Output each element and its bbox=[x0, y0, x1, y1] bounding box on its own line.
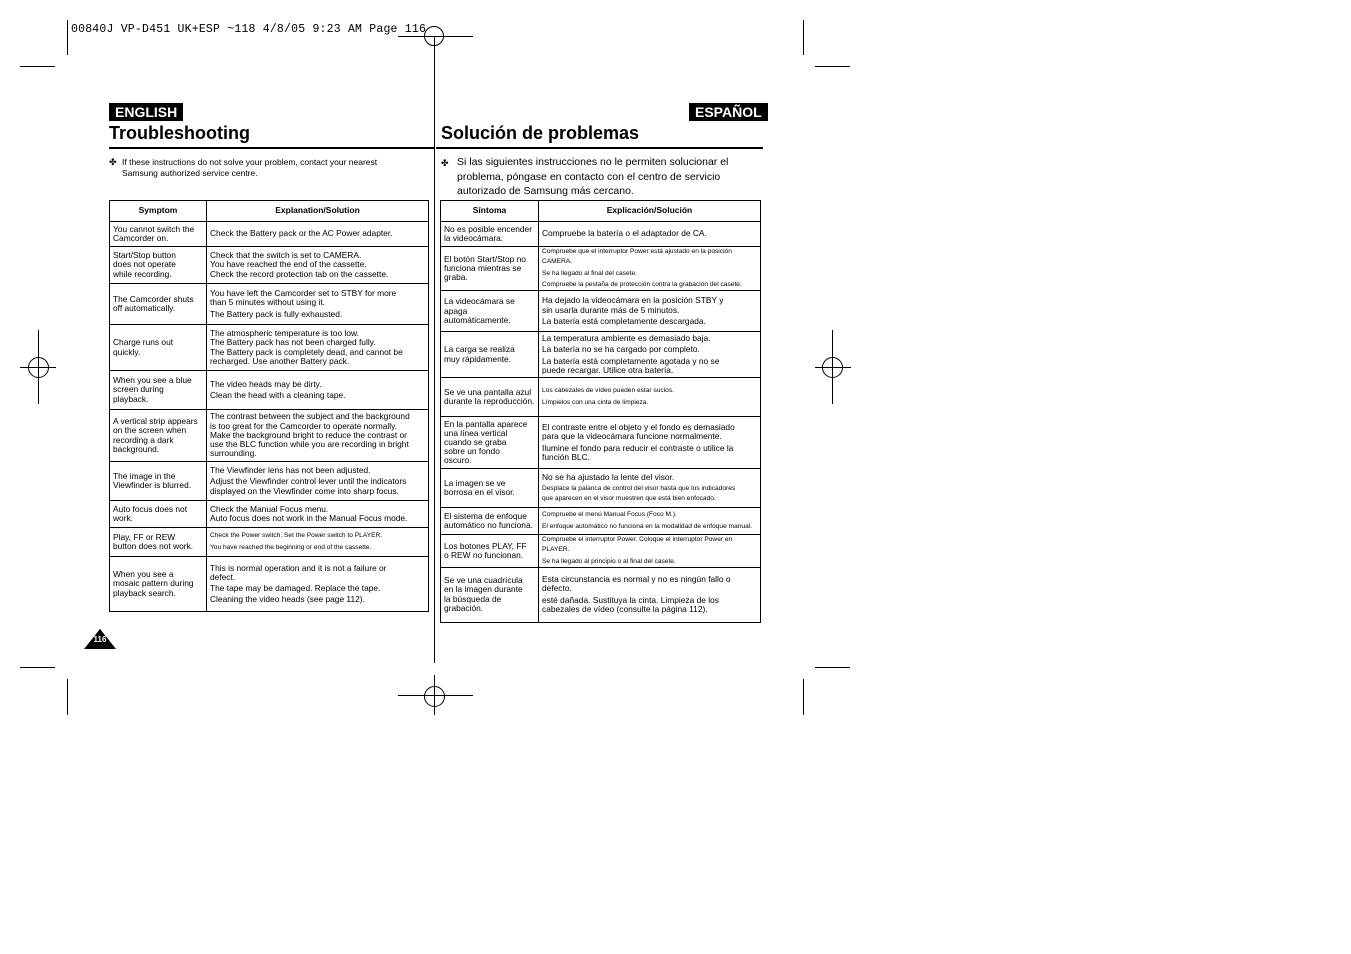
troubleshooting-table-espanol bbox=[440, 200, 761, 623]
bullet-icon: ✤ bbox=[441, 158, 449, 168]
solution-cell bbox=[207, 284, 429, 325]
symptom-line: Viewfinder is blurred. bbox=[113, 480, 192, 490]
solution-line: Check that the switch is set to CAMERA. bbox=[210, 250, 362, 261]
symptom-line: borrosa en el visor. bbox=[444, 487, 515, 498]
symptom-line: graba. bbox=[444, 272, 468, 283]
solution-paragraph bbox=[210, 380, 425, 389]
crop-mark bbox=[815, 667, 850, 668]
symptom-line: on the screen when bbox=[113, 425, 187, 436]
solution-line: The Battery pack has not been charged fully. bbox=[210, 337, 376, 348]
solution-line: The contrast between the subject and the background bbox=[210, 411, 410, 422]
solution-cell bbox=[207, 222, 429, 247]
crop-mark bbox=[67, 679, 68, 715]
solution-line: Los cabezales de vídeo pueden estar sucios. bbox=[542, 387, 674, 395]
table-row bbox=[110, 462, 429, 501]
symptom-line: una línea vertical bbox=[444, 427, 508, 438]
solution-line: La batería está completamente descargada. bbox=[542, 315, 706, 326]
symptom-cell bbox=[110, 284, 207, 325]
table-row bbox=[110, 371, 429, 410]
solution-paragraph bbox=[210, 595, 425, 604]
solution-paragraph bbox=[210, 310, 425, 319]
symptom-cell bbox=[441, 535, 539, 567]
solution-line: Ha dejado la videocámara en la posición STBY y bbox=[542, 295, 724, 306]
solution-line: The Battery pack is fully exhausted. bbox=[210, 308, 343, 319]
symptom-line: The image in the bbox=[113, 470, 176, 481]
solution-line: sin usarla durante más de 5 minutos. bbox=[542, 304, 680, 315]
print-header: 00840J VP-D451 UK+ESP ~118 4/8/05 9:23 AM Page 116 bbox=[71, 23, 427, 36]
symptom-line: When you see a bbox=[113, 569, 174, 580]
symptom-cell bbox=[110, 222, 207, 247]
symptom-line: while recording. bbox=[113, 268, 172, 279]
symptom-line: Start/Stop button bbox=[113, 250, 176, 261]
solution-paragraph bbox=[542, 535, 757, 555]
solution-line: El contraste entre el objeto y el fondo es demasiado bbox=[542, 422, 735, 433]
symptom-cell bbox=[441, 332, 539, 378]
table-row bbox=[110, 325, 429, 371]
symptom-cell bbox=[441, 378, 539, 417]
symptom-line: en la imagen durante bbox=[444, 584, 523, 595]
solution-paragraph bbox=[542, 357, 757, 375]
solution-line: El enfoque automático no funciona en la modalidad de enfoque manual. bbox=[542, 523, 753, 531]
symptom-line: quickly. bbox=[113, 346, 141, 357]
solution-paragraph bbox=[210, 531, 425, 541]
solution-line: use the BLC function while you are recording in bright bbox=[210, 439, 409, 450]
symptom-cell bbox=[441, 567, 539, 622]
solution-cell bbox=[539, 222, 761, 247]
crop-mark bbox=[815, 66, 850, 67]
solution-paragraph bbox=[542, 280, 757, 290]
solution-paragraph bbox=[210, 477, 425, 495]
solution-line: puede recargar. Utilice otra batería. bbox=[542, 364, 674, 375]
table-row bbox=[110, 501, 429, 528]
header-solucion: Explicación/Solución bbox=[539, 201, 761, 222]
solution-line: Esta circunstancia es normal y no es ningún fallo o bbox=[542, 574, 731, 585]
symptom-line: off automatically. bbox=[113, 303, 176, 313]
table-row bbox=[110, 247, 429, 284]
solution-line: You have reached the end of the cassette. bbox=[210, 259, 367, 270]
table-row bbox=[441, 332, 761, 378]
symptom-line: A vertical strip appears bbox=[113, 416, 198, 427]
solution-line: Auto focus does not work in the Manual Focus mode. bbox=[210, 513, 408, 523]
bullet-icon: ✤ bbox=[109, 157, 117, 167]
solution-paragraph bbox=[542, 269, 757, 279]
symptom-line: sobre un fondo bbox=[444, 446, 500, 457]
solution-line: recharged. Use another Battery pack. bbox=[210, 355, 350, 366]
solution-line: Compruebe la batería o el adaptador de CA. bbox=[542, 228, 707, 239]
solution-cell bbox=[539, 247, 761, 291]
symptom-line: screen during bbox=[113, 384, 164, 395]
symptom-line: When you see a blue bbox=[113, 375, 192, 386]
symptom-line: Charge runs out bbox=[113, 337, 174, 348]
solution-cell bbox=[539, 469, 761, 508]
symptom-line: o REW no funcionan. bbox=[444, 549, 524, 560]
solution-cell bbox=[539, 332, 761, 378]
symptom-line: la videocámara. bbox=[444, 233, 504, 243]
solution-paragraph bbox=[542, 444, 757, 462]
header-symptom: Symptom bbox=[110, 201, 207, 222]
registration-circle bbox=[424, 686, 445, 707]
table-row bbox=[441, 535, 761, 567]
table-row bbox=[110, 528, 429, 557]
crop-mark bbox=[803, 20, 804, 55]
solution-paragraph bbox=[210, 466, 425, 475]
solution-cell bbox=[207, 325, 429, 371]
solution-line: displayed on the Viewfinder come into sharp focus. bbox=[210, 485, 399, 496]
troubleshooting-table-english bbox=[109, 200, 429, 612]
page-divider bbox=[434, 37, 435, 663]
header-solution: Explanation/Solution bbox=[207, 201, 429, 222]
solution-paragraph bbox=[542, 473, 757, 482]
solution-paragraph bbox=[542, 484, 757, 504]
symptom-cell bbox=[110, 410, 207, 462]
solution-paragraph bbox=[542, 345, 757, 354]
symptom-line: No es posible encender bbox=[444, 223, 532, 234]
solution-line: surrounding. bbox=[210, 448, 257, 459]
solution-paragraph bbox=[210, 391, 425, 400]
symptom-line: recording a dark bbox=[113, 434, 174, 445]
solution-line: Compruebe la pestaña de protección contra la grabación del casete. bbox=[542, 281, 742, 289]
solution-paragraph bbox=[210, 329, 425, 366]
solution-line: La batería está completamente agotada y no se bbox=[542, 355, 720, 366]
symptom-cell bbox=[110, 557, 207, 612]
symptom-line: durante la reproducción. bbox=[444, 396, 535, 407]
solution-line: Ilumine el fondo para reducir el contraste o utilice la bbox=[542, 442, 734, 453]
solution-paragraph bbox=[210, 289, 425, 307]
solution-line: Clean the head with a cleaning tape. bbox=[210, 390, 346, 400]
solution-line: Se ha llegado al principio o al final del casete. bbox=[542, 557, 676, 565]
symptom-line: En la pantalla aparece bbox=[444, 418, 528, 429]
symptom-cell bbox=[110, 325, 207, 371]
intro-note-espanol: Si las siguientes instrucciones no le permiten solucionar el problema, póngase en contacto con el centro de servicio autorizado de Samsung más cercano. bbox=[457, 156, 729, 197]
solution-cell bbox=[539, 535, 761, 567]
registration-circle bbox=[822, 357, 843, 378]
solution-line: defecto. bbox=[542, 583, 572, 594]
solution-paragraph bbox=[542, 317, 757, 326]
solution-line: Se ha llegado al final del casete. bbox=[542, 269, 637, 277]
solution-paragraph bbox=[542, 334, 757, 343]
symptom-line: muy rápidamente. bbox=[444, 353, 512, 364]
symptom-cell bbox=[110, 247, 207, 284]
solution-paragraph bbox=[542, 398, 757, 408]
solution-paragraph bbox=[542, 557, 757, 567]
symptom-line: Se ve una pantalla azul bbox=[444, 386, 532, 397]
solution-line: Check the record protection tab on the cassette. bbox=[210, 268, 389, 279]
solution-line: defect. bbox=[210, 571, 236, 582]
symptom-line: mosaic pattern during bbox=[113, 578, 194, 589]
symptom-cell bbox=[441, 247, 539, 291]
solution-cell bbox=[207, 501, 429, 528]
solution-cell bbox=[207, 410, 429, 462]
lang-badge-english: ENGLISH bbox=[109, 103, 183, 121]
crop-mark bbox=[67, 20, 68, 55]
solution-line: Make the background bright to reduce the contrast or bbox=[210, 429, 407, 440]
symptom-line: la búsqueda de bbox=[444, 593, 502, 604]
solution-line: para que la videocámara funcione normalmente. bbox=[542, 431, 722, 442]
symptom-line: Los botones PLAY, FF bbox=[444, 540, 527, 551]
solution-line: Check the Battery pack or the AC Power adapter. bbox=[210, 228, 393, 239]
solution-line: La temperatura ambiente es demasiado baja. bbox=[542, 333, 711, 344]
solution-line: Check the Power switch. Set the Power switch to PLAYER. bbox=[210, 532, 383, 540]
symptom-line: playback. bbox=[113, 393, 149, 404]
symptom-cell bbox=[110, 462, 207, 501]
symptom-cell bbox=[110, 371, 207, 410]
solution-paragraph bbox=[542, 596, 757, 614]
symptom-line: La imagen se ve bbox=[444, 477, 506, 488]
page-title-espanol: Solución de problemas bbox=[441, 123, 640, 143]
symptom-cell bbox=[110, 501, 207, 528]
symptom-line: button does not work. bbox=[113, 541, 194, 551]
symptom-line: automáticamente. bbox=[444, 314, 511, 325]
solution-cell bbox=[207, 462, 429, 501]
table-row bbox=[441, 247, 761, 291]
solution-line: Adjust the Viewfinder control lever until the indicators bbox=[210, 476, 407, 487]
symptom-line: Se ve una cuadrícula bbox=[444, 575, 523, 586]
solution-line: Desplace la palanca de control del visor hasta que los indicadores bbox=[542, 484, 736, 492]
solution-cell bbox=[207, 528, 429, 557]
solution-line: cabezales de vídeo (consulte la página 112). bbox=[542, 603, 708, 614]
solution-line: This is normal operation and it is not a failure or bbox=[210, 562, 387, 573]
symptom-line: Play, FF or REW bbox=[113, 531, 176, 542]
symptom-line: Camcorder on. bbox=[113, 233, 169, 243]
symptom-cell bbox=[441, 291, 539, 332]
solution-cell bbox=[539, 378, 761, 417]
solution-line: La batería no se ha cargado por completo. bbox=[542, 344, 700, 355]
solution-line: You have reached the beginning or end of the cassette. bbox=[210, 544, 372, 551]
page-number: 116 bbox=[93, 635, 107, 644]
title-rule bbox=[436, 147, 763, 149]
crop-mark bbox=[20, 66, 55, 67]
solution-line: Cleaning the video heads (see page 112). bbox=[210, 594, 365, 605]
header-sintoma: Síntoma bbox=[441, 201, 539, 222]
symptom-cell bbox=[441, 222, 539, 247]
symptom-line: The Camcorder shuts bbox=[113, 293, 194, 304]
solution-paragraph bbox=[542, 247, 757, 267]
solution-paragraph bbox=[542, 229, 757, 238]
solution-paragraph bbox=[542, 386, 757, 396]
crop-mark bbox=[20, 667, 55, 668]
symptom-line: oscuro. bbox=[444, 455, 472, 466]
symptom-cell bbox=[441, 508, 539, 535]
registration-circle bbox=[28, 357, 49, 378]
solution-line: que aparecen en el visor muestren que está bien enfocado. bbox=[542, 494, 716, 502]
solution-cell bbox=[539, 291, 761, 332]
symptom-cell bbox=[441, 469, 539, 508]
solution-cell bbox=[207, 247, 429, 284]
solution-paragraph bbox=[542, 510, 757, 520]
table-row bbox=[441, 567, 761, 622]
lang-badge-espanol: ESPAÑOL bbox=[689, 103, 768, 121]
solution-line: Check the Manual Focus menu. bbox=[210, 503, 329, 514]
symptom-line: automático no funciona. bbox=[444, 520, 533, 531]
symptom-line: playback search. bbox=[113, 587, 176, 598]
table-row bbox=[441, 222, 761, 247]
intro-note-english: If these instructions do not solve your problem, contact your nearest Samsung authorized service centre. bbox=[122, 157, 378, 178]
solution-cell bbox=[207, 371, 429, 410]
title-rule bbox=[109, 147, 434, 149]
symptom-line: La carga se realiza bbox=[444, 344, 515, 355]
solution-cell bbox=[539, 508, 761, 535]
table-row bbox=[110, 410, 429, 462]
table-header-row bbox=[110, 201, 429, 222]
symptom-line: La videocámara se bbox=[444, 296, 515, 307]
solution-line: The Viewfinder lens has not been adjusted. bbox=[210, 465, 371, 476]
table-row bbox=[110, 557, 429, 612]
page-title-english: Troubleshooting bbox=[109, 123, 250, 143]
solution-line: Compruebe que el interruptor Power está ajustado en la posición CAMERA. bbox=[542, 248, 732, 265]
table-row bbox=[441, 508, 761, 535]
solution-paragraph bbox=[210, 505, 425, 523]
solution-line: No se ha ajustado la lente del visor. bbox=[542, 471, 675, 482]
solution-line: than 5 minutes without using it. bbox=[210, 297, 325, 308]
symptom-cell bbox=[110, 528, 207, 557]
solution-cell bbox=[539, 417, 761, 469]
solution-line: is too great for the Camcorder to operate normally. bbox=[210, 420, 397, 431]
solution-line: The Battery pack is completely dead, and cannot be bbox=[210, 346, 403, 357]
symptom-line: grabación. bbox=[444, 602, 484, 613]
symptom-line: You cannot switch the bbox=[113, 223, 195, 234]
solution-paragraph bbox=[542, 296, 757, 314]
solution-line: Compruebe el interruptor Power. Coloque el interruptor Power en PLAYER. bbox=[542, 536, 733, 553]
solution-paragraph bbox=[542, 423, 757, 441]
crop-mark bbox=[803, 679, 804, 715]
solution-line: Compruebe el menú Manual Focus (Foco M.). bbox=[542, 511, 677, 519]
table-row bbox=[110, 222, 429, 247]
solution-paragraph bbox=[210, 251, 425, 279]
table-row bbox=[441, 378, 761, 417]
solution-cell bbox=[207, 557, 429, 612]
solution-paragraph bbox=[542, 522, 757, 532]
symptom-line: El botón Start/Stop no bbox=[444, 253, 526, 264]
solution-paragraph bbox=[542, 575, 757, 593]
symptom-line: funciona mientras se bbox=[444, 262, 522, 273]
solution-line: You have left the Camcorder set to STBY for more bbox=[210, 288, 397, 299]
solution-line: función BLC. bbox=[542, 451, 590, 462]
solution-line: The tape may be damaged. Replace the tape. bbox=[210, 583, 381, 593]
solution-line: The video heads may be dirty. bbox=[210, 378, 322, 389]
solution-paragraph bbox=[210, 584, 425, 593]
solution-cell bbox=[539, 567, 761, 622]
table-row bbox=[441, 291, 761, 332]
solution-paragraph bbox=[210, 543, 425, 553]
symptom-line: El sistema de enfoque bbox=[444, 510, 527, 521]
symptom-line: apaga bbox=[444, 305, 468, 316]
table-header-row bbox=[441, 201, 761, 222]
symptom-cell bbox=[441, 417, 539, 469]
symptom-line: cuando se graba bbox=[444, 437, 507, 448]
table-row bbox=[441, 469, 761, 508]
solution-line: The atmospheric temperature is too low. bbox=[210, 328, 359, 339]
symptom-line: does not operate bbox=[113, 259, 176, 270]
table-row bbox=[110, 284, 429, 325]
solution-line: esté dañada. Sustituya la cinta. Limpieza de los bbox=[542, 594, 719, 605]
solution-paragraph bbox=[210, 564, 425, 582]
symptom-line: Auto focus does not bbox=[113, 503, 188, 514]
symptom-line: work. bbox=[113, 513, 134, 523]
table-row bbox=[441, 417, 761, 469]
solution-paragraph bbox=[210, 229, 425, 238]
symptom-line: background. bbox=[113, 443, 160, 454]
solution-line: Límpielos con una cinta de limpieza. bbox=[542, 399, 649, 407]
solution-paragraph bbox=[210, 412, 425, 458]
